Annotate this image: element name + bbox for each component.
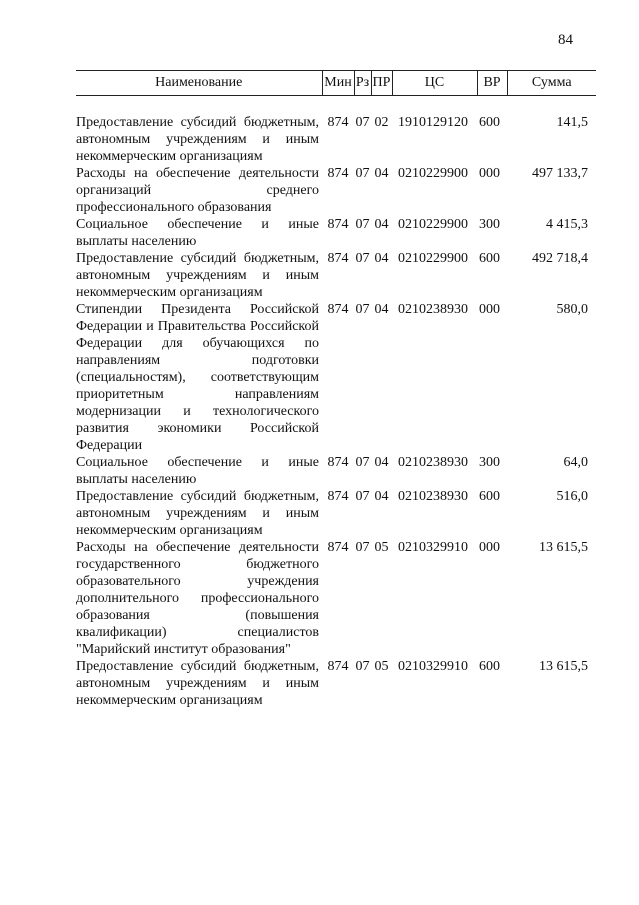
cell-sum: 492 718,4 <box>532 251 588 266</box>
cell-sum: 13 615,5 <box>539 659 588 674</box>
cell-sum: 580,0 <box>556 302 588 317</box>
table-row <box>76 216 596 250</box>
cell-rz: 07 <box>355 166 370 181</box>
header-sum: Сумма <box>507 71 596 96</box>
cell-min: 874 <box>327 455 349 470</box>
cell-vr: 600 <box>479 659 500 674</box>
header-pr: ПР <box>371 71 392 96</box>
cell-name: Социальное обеспечение и иные выплаты населению <box>76 455 319 487</box>
table-row <box>76 658 596 709</box>
cell-name: Предоставление субсидий бюджетным, автономным учреждениям и иным некоммерческим организациям <box>76 115 319 164</box>
cell-min: 874 <box>327 115 349 130</box>
cell-name: Стипендии Президента Российской Федерации и Правительства Российской Федерации для обучающихся по направлениям подготовки (специальностям), соответствующим приоритетным направлениям модернизации и технологического развития экономики Российской Федерации <box>76 302 319 453</box>
cell-pr: 05 <box>374 540 389 555</box>
table-row <box>76 539 596 658</box>
cell-rz: 07 <box>355 540 370 555</box>
cell-min: 874 <box>327 251 349 266</box>
header-cs: ЦС <box>392 71 477 96</box>
cell-sum: 4 415,3 <box>546 217 588 232</box>
cell-name: Предоставление субсидий бюджетным, автономным учреждениям и иным некоммерческим организациям <box>76 489 319 538</box>
table-row <box>76 114 596 165</box>
cell-pr: 02 <box>374 115 389 130</box>
cell-pr: 04 <box>374 489 389 504</box>
cell-sum: 13 615,5 <box>539 540 588 555</box>
cell-min: 874 <box>327 489 349 504</box>
cell-min: 874 <box>327 166 349 181</box>
header-min: Мин <box>322 71 354 96</box>
cell-name: Предоставление субсидий бюджетным, автономным учреждениям и иным некоммерческим организациям <box>76 659 319 708</box>
cell-rz: 07 <box>355 217 370 232</box>
cell-sum: 141,5 <box>556 115 588 130</box>
cell-cs: 0210238930 <box>398 455 468 470</box>
cell-cs: 0210229900 <box>398 251 468 266</box>
table-row <box>76 454 596 488</box>
cell-cs: 1910129120 <box>398 115 468 130</box>
cell-cs: 0210238930 <box>398 489 468 504</box>
cell-min: 874 <box>327 540 349 555</box>
header-rz: Рз <box>354 71 371 96</box>
cell-vr: 000 <box>479 302 500 317</box>
cell-vr: 600 <box>479 115 500 130</box>
cell-cs: 0210329910 <box>398 659 468 674</box>
table-header <box>76 71 596 115</box>
cell-pr: 04 <box>374 217 389 232</box>
cell-rz: 07 <box>355 115 370 130</box>
cell-cs: 0210229900 <box>398 217 468 232</box>
budget-table <box>76 70 596 709</box>
cell-rz: 07 <box>355 455 370 470</box>
cell-cs: 0210229900 <box>398 166 468 181</box>
cell-vr: 600 <box>479 489 500 504</box>
cell-rz: 07 <box>355 302 370 317</box>
cell-cs: 0210238930 <box>398 302 468 317</box>
cell-vr: 000 <box>479 166 500 181</box>
cell-pr: 04 <box>374 251 389 266</box>
cell-pr: 04 <box>374 166 389 181</box>
cell-name: Расходы на обеспечение деятельности организаций среднего профессионального образования <box>76 166 319 215</box>
cell-sum: 516,0 <box>556 489 588 504</box>
cell-pr: 04 <box>374 455 389 470</box>
header-name: Наименование <box>76 71 322 96</box>
cell-min: 874 <box>327 217 349 232</box>
cell-rz: 07 <box>355 251 370 266</box>
cell-vr: 300 <box>479 217 500 232</box>
cell-cs: 0210329910 <box>398 540 468 555</box>
cell-rz: 07 <box>355 489 370 504</box>
cell-pr: 04 <box>374 302 389 317</box>
cell-vr: 000 <box>479 540 500 555</box>
cell-name: Предоставление субсидий бюджетным, автономным учреждениям и иным некоммерческим организациям <box>76 251 319 300</box>
cell-sum: 497 133,7 <box>532 166 588 181</box>
header-vr: ВР <box>477 71 507 96</box>
cell-sum: 64,0 <box>563 455 588 470</box>
table-body <box>76 114 596 709</box>
cell-name: Социальное обеспечение и иные выплаты населению <box>76 217 319 249</box>
page-number: 84 <box>558 32 573 48</box>
cell-rz: 07 <box>355 659 370 674</box>
cell-min: 874 <box>327 302 349 317</box>
table-row <box>76 165 596 216</box>
table-row <box>76 488 596 539</box>
cell-vr: 300 <box>479 455 500 470</box>
cell-pr: 05 <box>374 659 389 674</box>
cell-vr: 600 <box>479 251 500 266</box>
cell-min: 874 <box>327 659 349 674</box>
table-row <box>76 250 596 301</box>
cell-name: Расходы на обеспечение деятельности государственного бюджетного образовательного учреждения дополнительного профессионального образования (повышения квалификации) специалистов "Марийский институт образования" <box>76 540 319 657</box>
table-row <box>76 301 596 454</box>
